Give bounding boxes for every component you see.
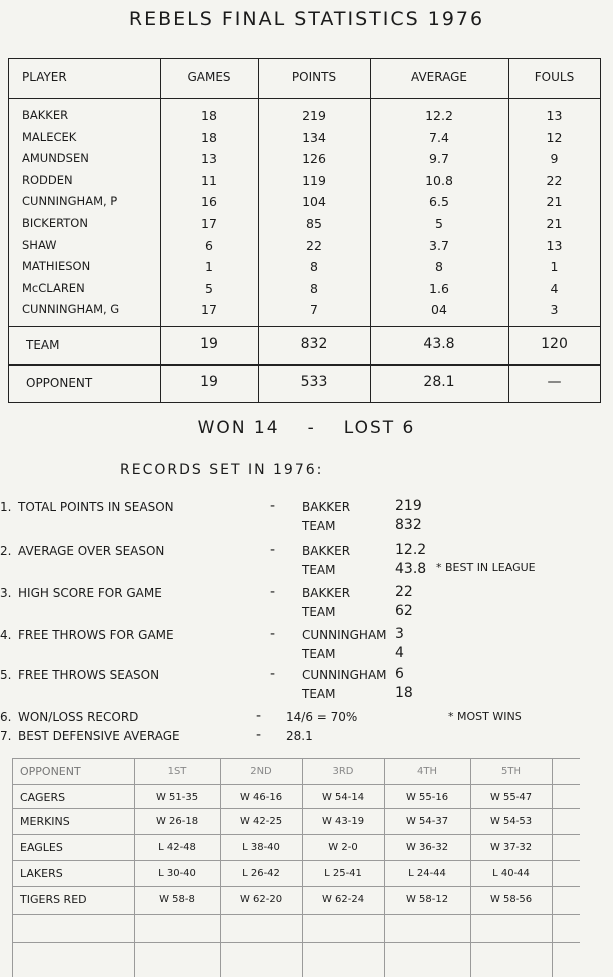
player-points: 126: [302, 151, 326, 167]
game-header: 4TH: [417, 766, 437, 777]
record-holder: BAKKER: [302, 500, 351, 514]
game-result: W 37-32: [489, 842, 533, 853]
game-result: W 58-12: [405, 894, 449, 905]
player-name: BAKKER: [22, 108, 69, 122]
game-result: W 54-37: [405, 816, 449, 827]
game-result: W 26-18: [155, 816, 199, 827]
game-result: W 58-8: [159, 894, 195, 905]
player-games: 18: [201, 108, 217, 123]
game-result: W 54-14: [321, 792, 365, 803]
player-fouls: 1: [550, 259, 559, 275]
record-number: 7.: [0, 729, 12, 743]
opponent-points: 533: [300, 374, 328, 390]
game-header: 2ND: [250, 766, 272, 777]
record-holder: TEAM: [302, 605, 336, 619]
team-label: TEAM: [26, 338, 60, 352]
game-result: W 2-0: [328, 842, 358, 853]
player-fouls: 13: [546, 237, 563, 253]
header-fouls: FOULS: [534, 70, 575, 84]
team-fouls: 120: [541, 336, 568, 352]
header-points: POINTS: [291, 70, 337, 84]
team-games: 19: [200, 336, 218, 352]
record-dash: -: [270, 498, 276, 514]
game-result: W 42-25: [239, 816, 283, 827]
opponent-header: OPPONENT: [20, 765, 81, 778]
game-result: L 40-44: [492, 868, 530, 879]
player-name: BICKERTON: [22, 216, 88, 230]
opponent-results-grid: [12, 758, 580, 977]
record-dash: -: [270, 542, 276, 558]
record-label: AVERAGE OVER SEASON: [18, 544, 165, 558]
game-header: 1ST: [167, 766, 187, 777]
player-average: 8: [435, 259, 443, 275]
record-holder: CUNNINGHAM: [302, 628, 387, 642]
record-number: 5.: [0, 668, 12, 682]
game-result: W 43-19: [321, 816, 365, 827]
record-number: 1.: [0, 500, 12, 514]
record-label: BEST DEFENSIVE AVERAGE: [18, 729, 180, 743]
player-points: 8: [310, 259, 318, 275]
page-title: REBELS FINAL STATISTICS 1976: [128, 8, 485, 30]
player-games: 16: [201, 194, 217, 210]
player-fouls: 12: [546, 129, 563, 145]
player-average: 1.6: [429, 280, 449, 296]
game-header: 3RD: [332, 766, 354, 777]
record-dash: -: [256, 727, 262, 743]
player-fouls: 13: [546, 108, 563, 123]
player-points: 104: [302, 194, 326, 210]
records-heading: RECORDS SET IN 1976:: [120, 462, 324, 478]
player-games: 17: [201, 216, 217, 231]
record-number: 4.: [0, 628, 12, 642]
game-result: W 58-56: [489, 894, 533, 905]
player-name: RODDEN: [22, 172, 73, 187]
opponent-name: TIGERS RED: [20, 893, 87, 906]
game-result: W 51-35: [155, 792, 199, 803]
player-average: 7.4: [429, 129, 449, 145]
player-name: MALECEK: [22, 129, 77, 144]
won-count: WON 14: [197, 418, 280, 438]
opponent-label: OPPONENT: [26, 376, 93, 390]
record-value: 12.2: [395, 542, 427, 558]
record-holder: TEAM: [302, 563, 336, 577]
record-value: 219: [395, 498, 422, 514]
record-dash: -: [256, 708, 262, 724]
header-games: GAMES: [187, 70, 231, 84]
record-label: FREE THROWS FOR GAME: [18, 628, 174, 642]
record-note: * BEST IN LEAGUE: [436, 561, 536, 574]
record-number: 2.: [0, 544, 12, 558]
game-result: L 24-44: [408, 868, 446, 879]
game-result: W 62-20: [239, 894, 283, 905]
record-number: 3.: [0, 586, 12, 600]
player-fouls: 21: [546, 194, 563, 210]
player-points: 22: [306, 237, 322, 253]
player-games: 13: [201, 151, 217, 167]
player-average: 5: [435, 216, 443, 231]
opponent-fouls: —: [547, 374, 562, 390]
record-value: 4: [395, 645, 404, 661]
record-value: 6: [395, 666, 404, 682]
player-fouls: 3: [550, 302, 559, 318]
record-label: TOTAL POINTS IN SEASON: [18, 500, 174, 514]
header-average: AVERAGE: [411, 70, 467, 84]
player-name: AMUNDSEN: [22, 151, 89, 166]
record-value: 832: [395, 517, 422, 533]
game-result: L 30-40: [158, 868, 196, 879]
game-result: W 54-53: [489, 816, 533, 827]
record-note: * MOST WINS: [448, 710, 522, 723]
player-average: 6.5: [429, 194, 449, 210]
player-average: 10.8: [425, 172, 453, 188]
player-name: MATHIESON: [22, 259, 91, 274]
record-holder: BAKKER: [302, 586, 351, 600]
lost-count: LOST 6: [343, 418, 416, 438]
game-result: W 46-16: [239, 792, 283, 803]
game-result: L 26-42: [242, 868, 280, 879]
record-holder: CUNNINGHAM: [302, 668, 387, 682]
player-points: 119: [302, 172, 326, 188]
player-games: 5: [205, 280, 213, 296]
player-name: CUNNINGHAM, P: [22, 194, 118, 209]
record-value: 3: [395, 626, 404, 642]
game-result: W 36-32: [405, 842, 449, 853]
player-fouls: 22: [546, 172, 563, 188]
game-result: L 38-40: [242, 842, 280, 853]
opponent-name: EAGLES: [20, 841, 63, 854]
player-average: 3.7: [429, 237, 449, 253]
player-games: 1: [205, 259, 213, 275]
player-points: 8: [310, 280, 318, 296]
player-points: 219: [302, 108, 326, 123]
player-games: 18: [201, 129, 217, 145]
game-header: 5TH: [501, 766, 521, 777]
record-number: 6.: [0, 710, 12, 724]
record-dash: -: [270, 666, 276, 682]
player-average: 12.2: [425, 108, 453, 123]
record-holder: TEAM: [302, 519, 336, 533]
record-label: FREE THROWS SEASON: [18, 668, 160, 682]
player-fouls: 21: [546, 216, 563, 231]
record-dash: -: [270, 584, 276, 600]
record-value: 22: [395, 584, 413, 600]
player-name: McCLAREN: [22, 280, 85, 295]
stats-table: [8, 58, 601, 403]
record-value: 18: [395, 685, 413, 701]
team-points: 832: [300, 336, 328, 352]
player-games: 6: [205, 237, 213, 253]
opponent-games: 19: [200, 374, 218, 390]
record-holder: TEAM: [302, 687, 336, 701]
record-value: 43.8: [395, 561, 427, 577]
player-name: CUNNINGHAM, G: [22, 302, 120, 317]
record-label: HIGH SCORE FOR GAME: [18, 586, 162, 600]
game-result: L 25-41: [324, 868, 362, 879]
game-result: W 62-24: [321, 894, 365, 905]
player-fouls: 9: [550, 151, 559, 167]
game-result: L 42-48: [158, 842, 196, 853]
opponent-name: MERKINS: [20, 815, 70, 828]
player-points: 134: [302, 129, 326, 145]
won-lost-summary: [0, 418, 613, 438]
opponent-name: CAGERS: [20, 791, 66, 804]
player-name: SHAW: [22, 237, 57, 252]
game-result: W 55-16: [405, 792, 449, 803]
record-label: WON/LOSS RECORD: [18, 710, 139, 724]
player-games: 11: [201, 172, 217, 188]
record-value: 62: [395, 603, 413, 619]
player-average: 04: [431, 302, 447, 318]
team-average: 43.8: [423, 336, 455, 352]
player-average: 9.7: [429, 151, 449, 167]
record-holder: BAKKER: [302, 544, 351, 558]
opponent-name: LAKERS: [20, 867, 63, 880]
record-holder: 14/6 = 70%: [286, 710, 358, 724]
record-holder: 28.1: [286, 729, 313, 743]
game-result: W 55-47: [489, 792, 533, 803]
record-holder: TEAM: [302, 647, 336, 661]
opponent-average: 28.1: [423, 374, 455, 390]
player-fouls: 4: [550, 280, 559, 296]
won-lost-dash: -: [307, 418, 316, 438]
player-points: 85: [306, 216, 322, 231]
header-player: PLAYER: [22, 70, 67, 84]
player-games: 17: [201, 302, 217, 318]
record-dash: -: [270, 626, 276, 642]
player-points: 7: [310, 302, 318, 318]
